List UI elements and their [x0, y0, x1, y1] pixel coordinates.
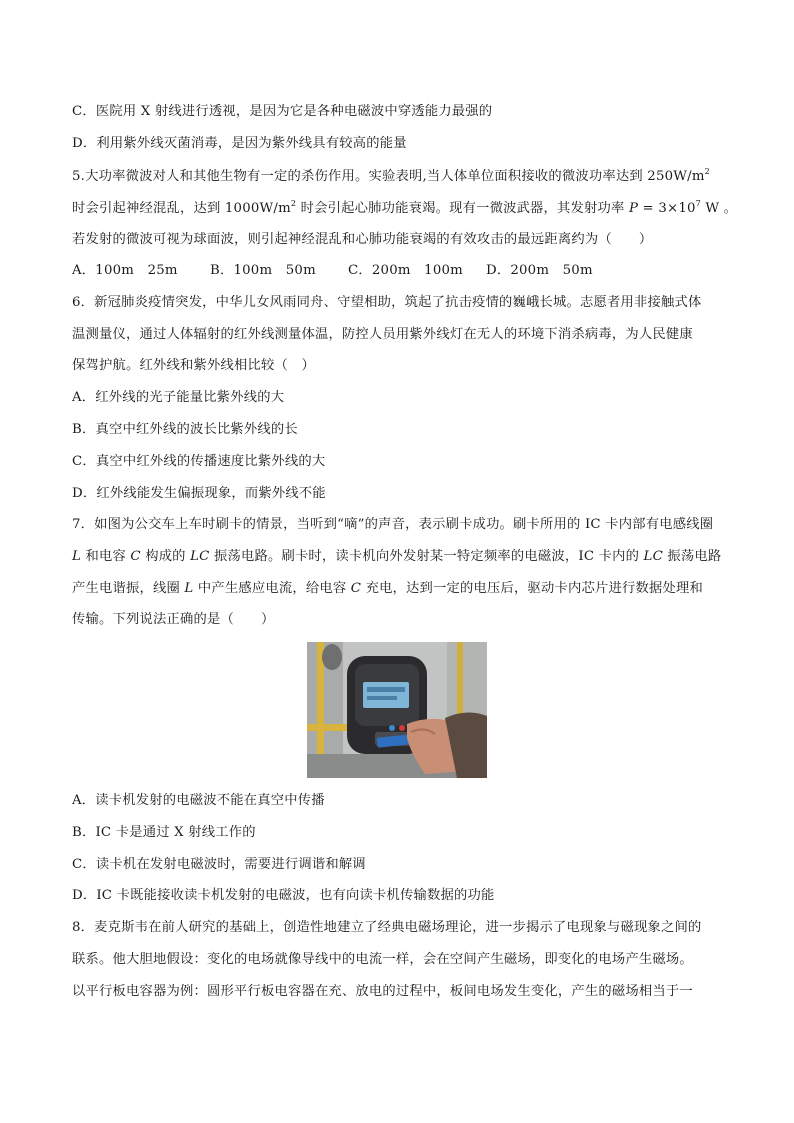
q5-stem-line-1: [72, 167, 732, 187]
q5-option-b: B．100m 50m: [210, 263, 316, 278]
q4-option-c: C．医院用 X 射线进行透视，是因为它是各种电磁波中穿透能力最强的: [72, 104, 493, 119]
q7-option-a: A．读卡机发射的电磁波不能在真空中传播: [72, 793, 325, 808]
q7-text: 振荡电路: [662, 549, 722, 564]
q7-stem-line-4: 传输。下列说法正确的是（ ）: [72, 612, 275, 627]
q7-symbol: L: [184, 581, 194, 596]
q4-option-d: D．利用紫外线灭菌消毒，是因为紫外线具有较高的能量: [72, 136, 407, 151]
q5-text: = 3×10: [638, 201, 696, 216]
q7-text: 中产生感应电流，给电容: [193, 581, 351, 596]
q6-option-a: A．红外线的光子能量比紫外线的大: [72, 390, 285, 405]
q7-stem-line-3: [72, 579, 732, 599]
q7-symbol: LC: [190, 549, 210, 564]
q7-symbol: C: [350, 581, 362, 596]
q6-option-c: C．真空中红外线的传播速度比紫外线的大: [72, 454, 326, 469]
q6-stem-line-2: 温测量仪，通过人体辐射的红外线测量体温，防控人员用紫外线灯在无人的环境下消杀病毒，为人民健康: [72, 327, 693, 342]
q5-symbol-p: P: [628, 201, 639, 216]
q5-option-c: C．200m 100m: [348, 263, 463, 278]
q7-stem-line-2: [72, 547, 732, 567]
q7-text: 和电容: [81, 549, 131, 564]
q5-exponent: 2: [290, 199, 297, 208]
q7-symbol: L: [72, 549, 82, 564]
q7-symbol: LC: [643, 549, 663, 564]
q7-text: 产生电谐振，线圈: [72, 581, 185, 596]
q7-option-c: C．读卡机在发射电磁波时，需要进行调谐和解调: [72, 857, 366, 872]
q6-stem-line-3: 保驾护航。红外线和紫外线相比较（ ）: [72, 358, 315, 373]
q5-stem-line-3: 若发射的微波可视为球面波，则引起神经混乱和心肺功能衰竭的有效攻击的最远距离约为（ ）: [72, 232, 653, 247]
q5-text: W 。: [700, 201, 738, 216]
q8-stem-line-3: 以平行板电容器为例：圆形平行板电容器在充、放电的过程中，板间电场发生变化，产生的磁场相当于一: [72, 984, 693, 999]
q7-symbol: C: [130, 549, 141, 564]
q6-option-b: B．真空中红外线的波长比紫外线的长: [72, 422, 298, 437]
q6-stem-line-1: 6．新冠肺炎疫情突发，中华儿女风雨同舟、守望相助，筑起了抗击疫情的巍峨长城。志愿者用非接触式体: [72, 295, 702, 310]
q7-option-b: B．IC 卡是通过 X 射线工作的: [72, 825, 256, 840]
q8-stem-line-1: 8．麦克斯韦在前人研究的基础上，创造性地建立了经典电磁场理论，进一步揭示了电现象与磁现象之间的: [72, 920, 702, 935]
q5-text: 时会引起心肺功能衰竭。现有一微波武器，其发射功率: [296, 201, 629, 216]
q5-stem-line-2: [72, 199, 738, 219]
q7-text: 振荡电路。刷卡时，读卡机向外发射某一特定频率的电磁波，IC 卡内的: [209, 549, 644, 564]
q7-text: 构成的: [140, 549, 191, 564]
q7-option-d: D．IC 卡既能接收读卡机发射的电磁波，也有向读卡机传输数据的功能: [72, 888, 495, 903]
q5-text: 5.大功率微波对人和其他生物有一定的杀伤作用。实验表明,当人体单位面积接收的微波功率达到 250W/m: [72, 169, 705, 184]
q7-text: 充电，达到一定的电压后，驱动卡内芯片进行数据处理和: [361, 581, 703, 596]
q5-exponent: 7: [695, 199, 701, 208]
q5-text: 时会引起神经混乱，达到 1000W/m: [72, 201, 291, 216]
bus-card-reader-photo: [307, 642, 487, 778]
q8-stem-line-2: 联系。他大胆地假设：变化的电场就像导线中的电流一样，会在空间产生磁场，即变化的电场产生磁场。: [72, 952, 693, 967]
q5-option-d: D．200m 50m: [486, 263, 593, 278]
q5-options: [72, 261, 732, 281]
q7-stem-line-1: 7．如图为公交车上车时刷卡的情景，当听到“嘀”的声音，表示刷卡成功。刷卡所用的 IC 卡内部有电感线圈: [72, 517, 714, 532]
q6-option-d: D．红外线能发生偏振现象，而紫外线不能: [72, 486, 326, 501]
q5-exponent: 2: [704, 167, 710, 176]
card-reader-illustration: [307, 642, 487, 778]
q5-option-a: A．100m 25m: [72, 263, 178, 278]
